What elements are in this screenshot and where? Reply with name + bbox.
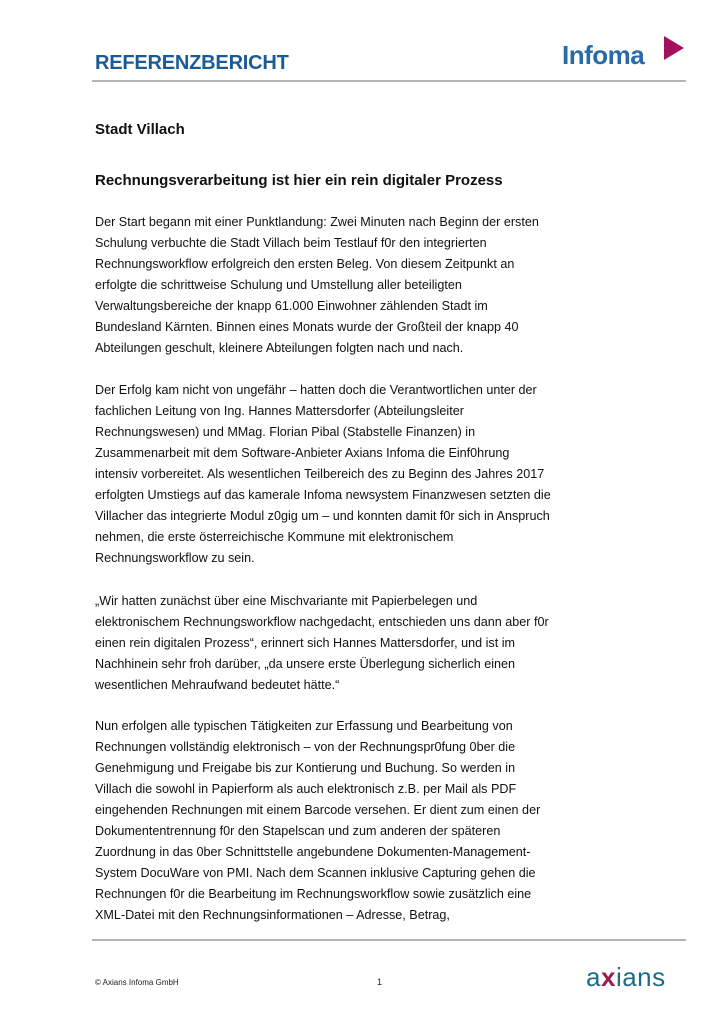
paragraph-2 (95, 380, 555, 569)
text-line: System DocuWare von PMI. Nach dem Scannen inklusive Capturing gehen die (95, 866, 536, 880)
infoma-logo (562, 36, 692, 76)
text-line: Villacher das integrierte Modul z0gig um – und konnten damit f0r sich in Anspruch (95, 509, 550, 523)
header-divider (92, 80, 686, 82)
text-line: Rechnungsworkflow erfolgreich den ersten Beleg. Von diesem Zeitpunkt an (95, 257, 515, 271)
text-line: Dokumententrennung f0r den Stapelscan und zum anderen der späteren (95, 824, 501, 838)
text-line: Rechnungswesen) und MMag. Florian Pibal (Stabstelle Finanzen) in (95, 425, 476, 439)
text-line: Genehmigung und Freigabe bis zur Kontierung und Buchung. So werden in (95, 761, 516, 775)
text-line: eingehenden Rechnungen mit einem Barcode versehen. Er dient zum einen der (95, 803, 541, 817)
text-line: Zuordnung in das 0ber Schnittstelle angebundene Dokumenten-Management- (95, 845, 531, 859)
article-headline: Rechnungsverarbeitung ist hier ein rein digitaler Prozess (95, 172, 503, 189)
text-line: erfolgten Umstiegs auf das kamerale Infoma newsystem Finanzwesen setzten die (95, 488, 551, 502)
axians-logo-rest: ians (615, 962, 666, 992)
text-line: XML-Datei mit den Rechnungsinformationen – Adresse, Betrag, (95, 908, 450, 922)
text-line: elektronischem Rechnungsworkflow nachgedacht, entschieden uns dann aber f0r (95, 615, 549, 629)
paragraph-1 (95, 212, 555, 359)
text-line: erfolgte die schrittweise Schulung und Umstellung aller beteiligten (95, 278, 462, 292)
axians-logo-a: a (586, 962, 601, 992)
text-line: Zusammenarbeit mit dem Software-Anbieter Axians Infoma die Einf0hrung (95, 446, 510, 460)
text-line: fachlichen Leitung von Ing. Hannes Mattersdorfer (Abteilungsleiter (95, 404, 464, 418)
text-line: wesentlichen Mehraufwand bedeutet hätte.“ (95, 678, 340, 692)
text-line: Schulung verbuchte die Stadt Villach beim Testlauf f0r den integrierten (95, 236, 487, 250)
text-line: „Wir hatten zunächst über eine Mischvariante mit Papierbelegen und (95, 594, 478, 608)
page-number: 1 (377, 977, 383, 987)
text-line: Rechnungen vollständig elektronisch – von der Rechnungspr0fung 0ber die (95, 740, 516, 754)
text-line: Abteilungen geschult, kleinere Abteilungen folgten nach und nach. (95, 341, 464, 355)
text-line: Villach die sowohl in Papierform als auch elektronisch z.B. per Mail als PDF (95, 782, 517, 796)
text-line: Nachhinein sehr froh darüber, „da unsere erste Überlegung sicherlich einen (95, 657, 516, 671)
text-line: Der Start begann mit einer Punktlandung: Zwei Minuten nach Beginn der ersten (95, 215, 539, 229)
report-type-title: REFERENZBERICHT (95, 52, 289, 74)
copyright-notice: © Axians Infoma GmbH (95, 978, 179, 987)
text-line: Rechnungsworkflow zu sein. (95, 551, 255, 565)
text-line: Der Erfolg kam nicht von ungefähr – hatten doch die Verantwortlichen unter der (95, 383, 537, 397)
organization-name: Stadt Villach (95, 121, 185, 138)
text-line: Verwaltungsbereiche der knapp 61.000 Einwohner zählenden Stadt im (95, 299, 488, 313)
axians-logo (586, 962, 666, 993)
text-line: Nun erfolgen alle typischen Tätigkeiten zur Erfassung und Bearbeitung von (95, 719, 513, 733)
text-line: nehmen, die erste österreichische Kommune mit elektronischem (95, 530, 454, 544)
paragraph-3-quote (95, 591, 555, 696)
text-line: einen rein digitalen Prozess“, erinnert sich Hannes Mattersdorfer, und ist im (95, 636, 515, 650)
text-line: intensiv vorbereitet. Als wesentlichen Teilbereich des zu Beginn des Jahres 2017 (95, 467, 545, 481)
footer-divider (92, 939, 686, 941)
text-line: Rechnungen f0r die Bearbeitung im Rechnungsworkflow sowie zusätzlich eine (95, 887, 532, 901)
paragraph-4 (95, 716, 555, 926)
play-triangle-icon (664, 36, 684, 60)
text-line: Bundesland Kärnten. Binnen eines Monats wurde der Großteil der knapp 40 (95, 320, 519, 334)
axians-logo-x: x (600, 962, 616, 992)
infoma-logo-text: Infoma (562, 40, 645, 70)
